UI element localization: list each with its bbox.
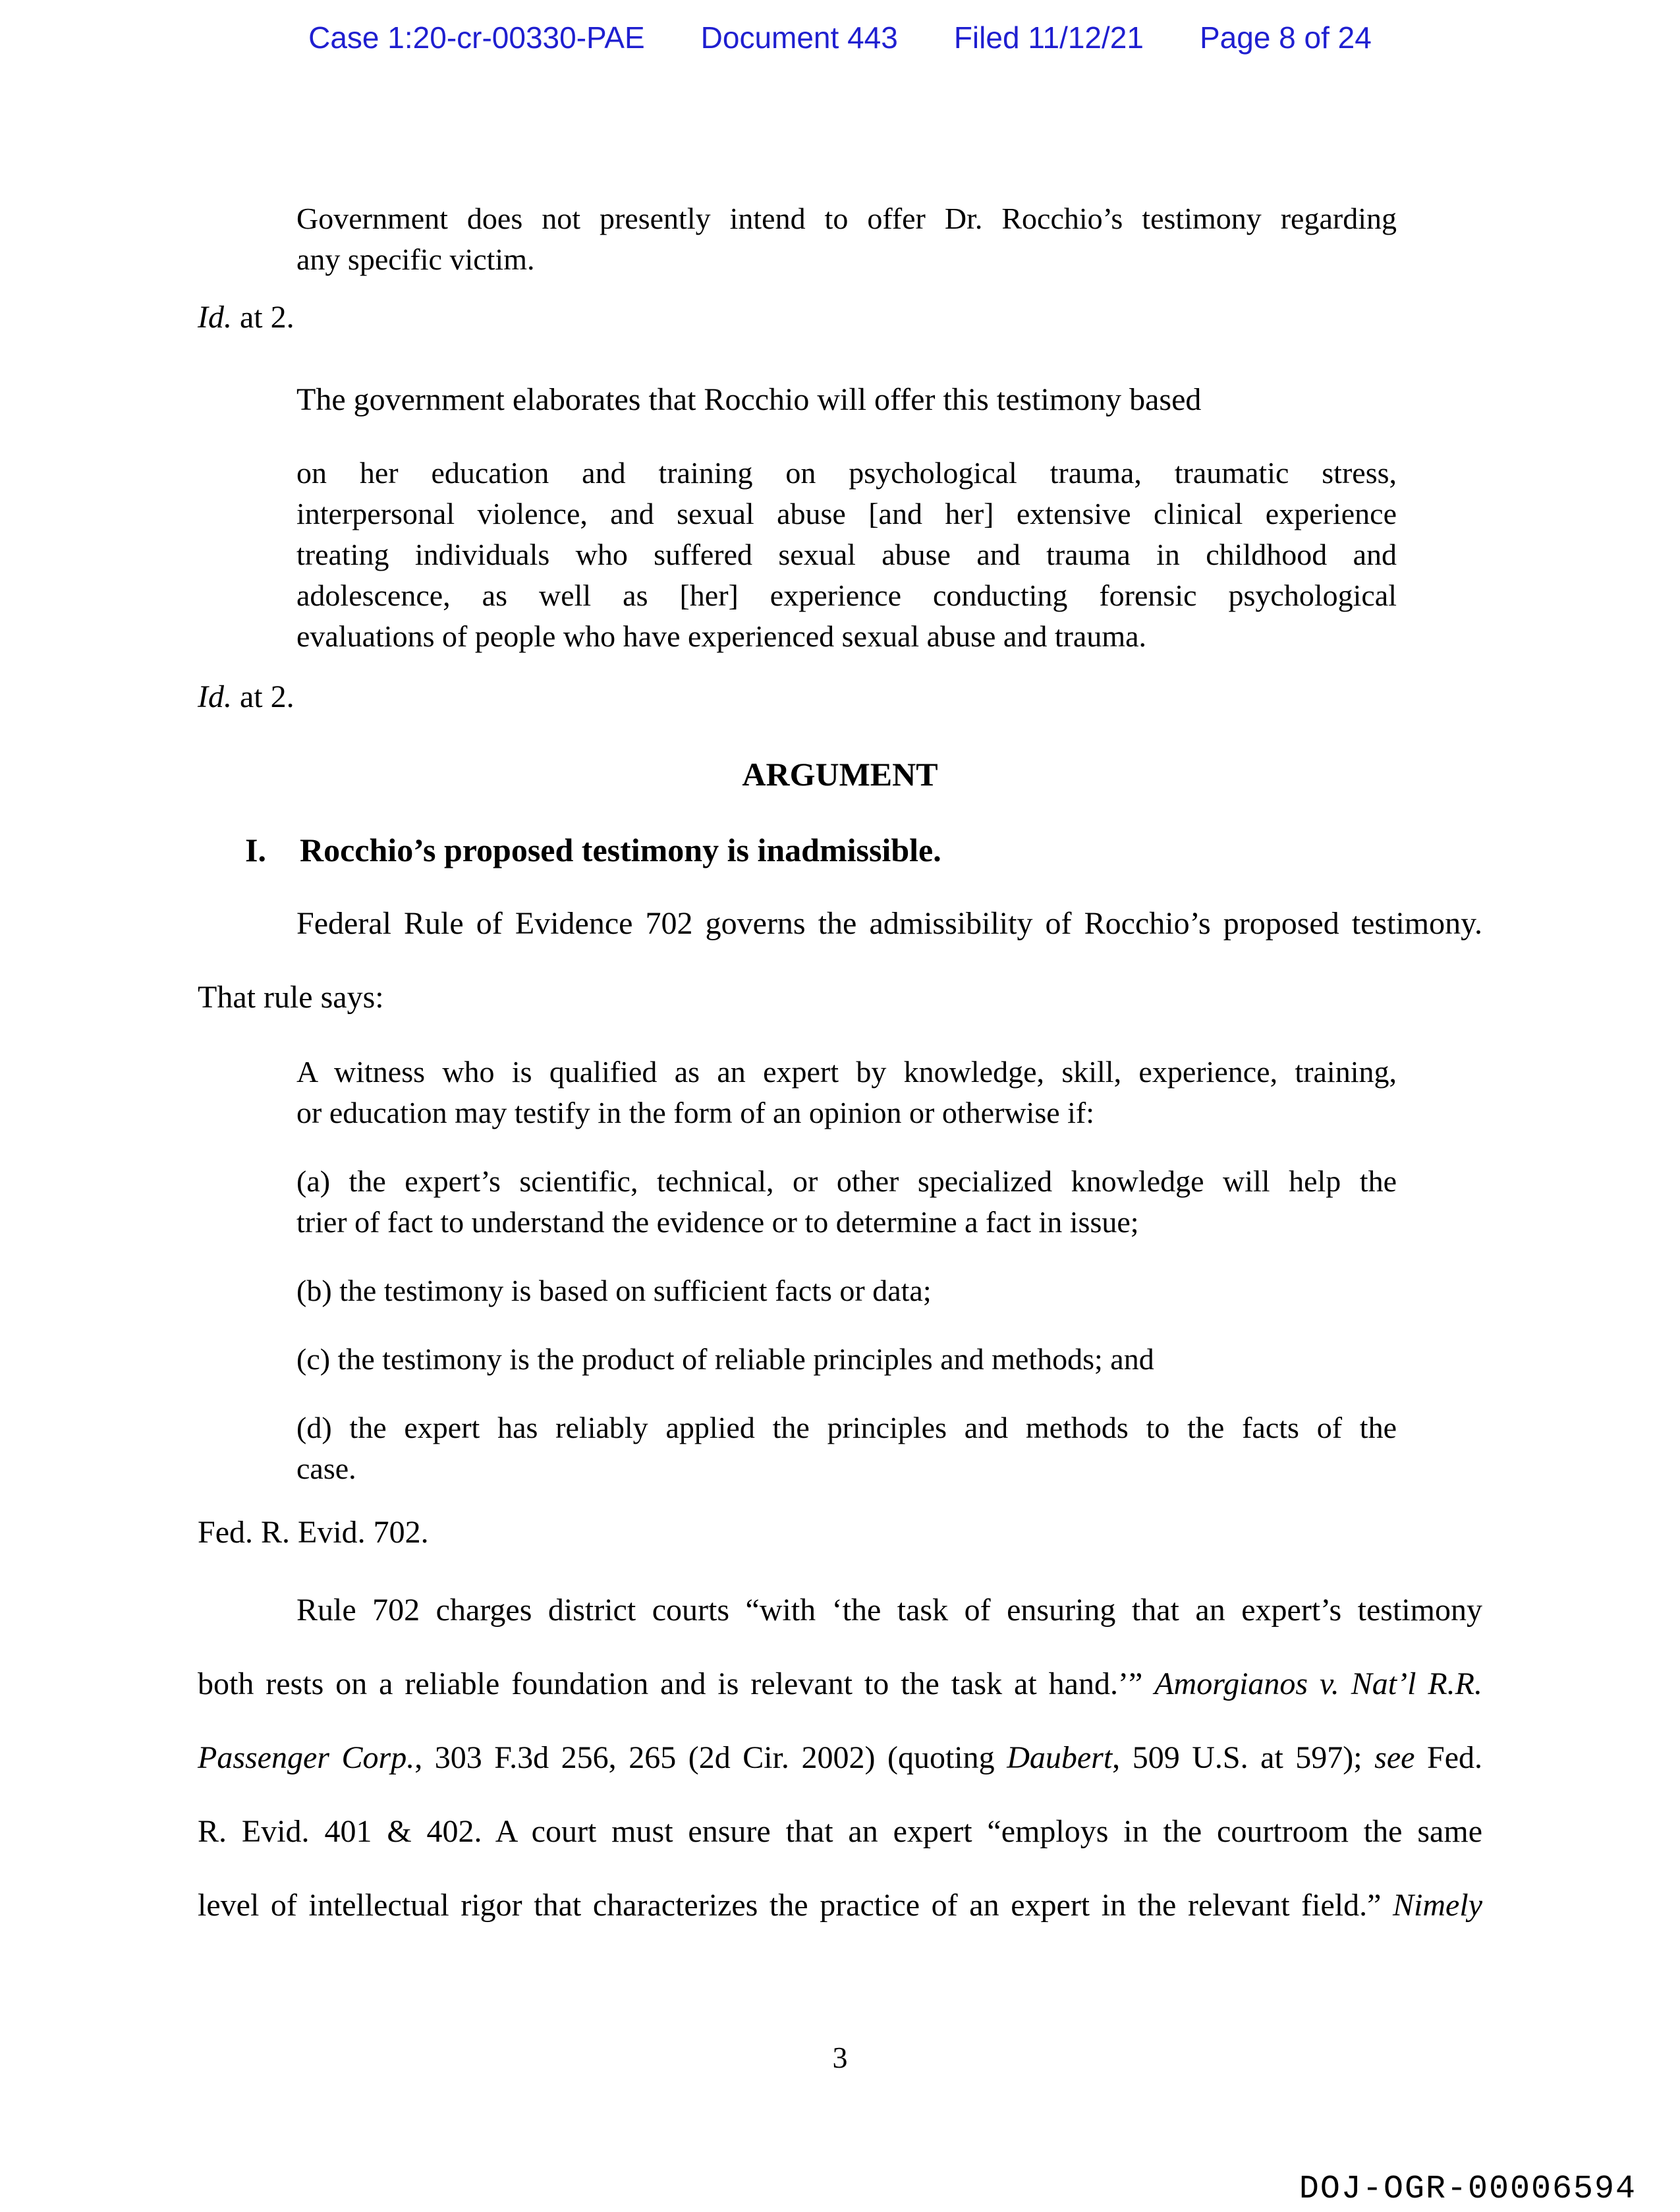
text-line: Fed. R. Evid. 702. — [198, 1515, 429, 1550]
paragraph-rule-702-charges — [198, 1574, 1482, 1943]
header-case-number: Case 1:20-cr-00330-PAE — [308, 20, 645, 55]
text-line: or education may testify in the form of an opinion or otherwise if: — [296, 1096, 1095, 1129]
text-line: The government elaborates that Rocchio will offer this testimony based — [296, 382, 1202, 417]
text-line: treating individuals who suffered sexual abuse and trauma in childhood and — [296, 538, 1397, 571]
section-title: Rocchio’s proposed testimony is inadmissible. — [300, 832, 941, 868]
section-heading-1 — [198, 813, 1482, 887]
block-quote-rule-702b — [296, 1270, 1397, 1311]
text-line: trier of fact to understand the evidence or to determine a fact in issue; — [296, 1205, 1139, 1239]
text-line: (d) the expert has reliably applied the principles and methods to the facts of the — [296, 1411, 1397, 1444]
block-quote-education-training — [296, 453, 1397, 657]
text-line: R. Evid. 401 & 402. A court must ensure that an expert “employs in the courtroom the same — [198, 1814, 1482, 1849]
text-line: Id. at 2. — [198, 300, 294, 335]
text-line: (b) the testimony is based on sufficient facts or data; — [296, 1274, 932, 1307]
text-line: Rule 702 charges district courts “with ‘the task of ensuring that an expert’s testimony — [296, 1593, 1482, 1628]
header-document-number: Document 443 — [700, 20, 898, 55]
text-line: Federal Rule of Evidence 702 governs the admissibility of Rocchio’s proposed testimony. — [296, 906, 1482, 941]
argument-heading: ARGUMENT — [742, 756, 938, 793]
text-line: interpersonal violence, and sexual abuse [and her] extensive clinical experience — [296, 497, 1397, 530]
text-line: case. — [296, 1452, 356, 1485]
paragraph-rule-702-governs — [198, 887, 1482, 1035]
text-line: evaluations of people who have experienced sexual abuse and trauma. — [296, 619, 1147, 653]
text-line: level of intellectual rigor that characterizes the practice of an expert in the relevant field.” Nimely — [198, 1888, 1482, 1923]
text-line: both rests on a reliable foundation and is relevant to the task at hand.’” Amorgianos v. Nat’l R.R. — [198, 1666, 1483, 1701]
text-line: (c) the testimony is the product of reliable principles and methods; and — [296, 1342, 1154, 1376]
text-line: Id. at 2. — [198, 679, 294, 714]
header-page-count: Page 8 of 24 — [1199, 20, 1372, 55]
text-line: on her education and training on psychological trauma, traumatic stress, — [296, 456, 1397, 490]
text-line: (a) the expert’s scientific, technical, or other specialized knowledge will help the — [296, 1164, 1397, 1198]
block-quote-rule-702-witness — [296, 1052, 1397, 1133]
text-line: Government does not presently intend to offer Dr. Rocchio’s testimony regarding — [296, 202, 1397, 235]
text-line: That rule says: — [198, 980, 384, 1015]
text-line: any specific victim. — [296, 242, 535, 276]
text-line: Passenger Corp., 303 F.3d 256, 265 (2d Cir. 2002) (quoting Daubert, 509 U.S. at 597); see Fed. — [198, 1740, 1483, 1775]
citation-fed-r-evid-702 — [198, 1496, 1482, 1570]
document-body — [198, 0, 1482, 1943]
header-filed-date: Filed 11/12/21 — [953, 20, 1144, 55]
block-quote-rule-702a — [296, 1161, 1397, 1243]
paragraph-government-elaborates — [198, 363, 1482, 437]
citation-id-at-2-second — [198, 660, 1482, 734]
block-quote-no-specific-victim — [296, 198, 1397, 280]
citation-id-at-2 — [198, 281, 1482, 354]
page-number: 3 — [832, 2041, 848, 2074]
text-line: adolescence, as well as [her] experience conducting forensic psychological — [296, 579, 1397, 612]
bates-number: DOJ-OGR-00006594 — [1299, 2170, 1637, 2208]
block-quote-rule-702d — [296, 1407, 1397, 1489]
text-line: A witness who is qualified as an expert by knowledge, skill, experience, training, — [296, 1055, 1397, 1089]
section-number: I. — [245, 832, 266, 868]
block-quote-rule-702c — [296, 1339, 1397, 1380]
